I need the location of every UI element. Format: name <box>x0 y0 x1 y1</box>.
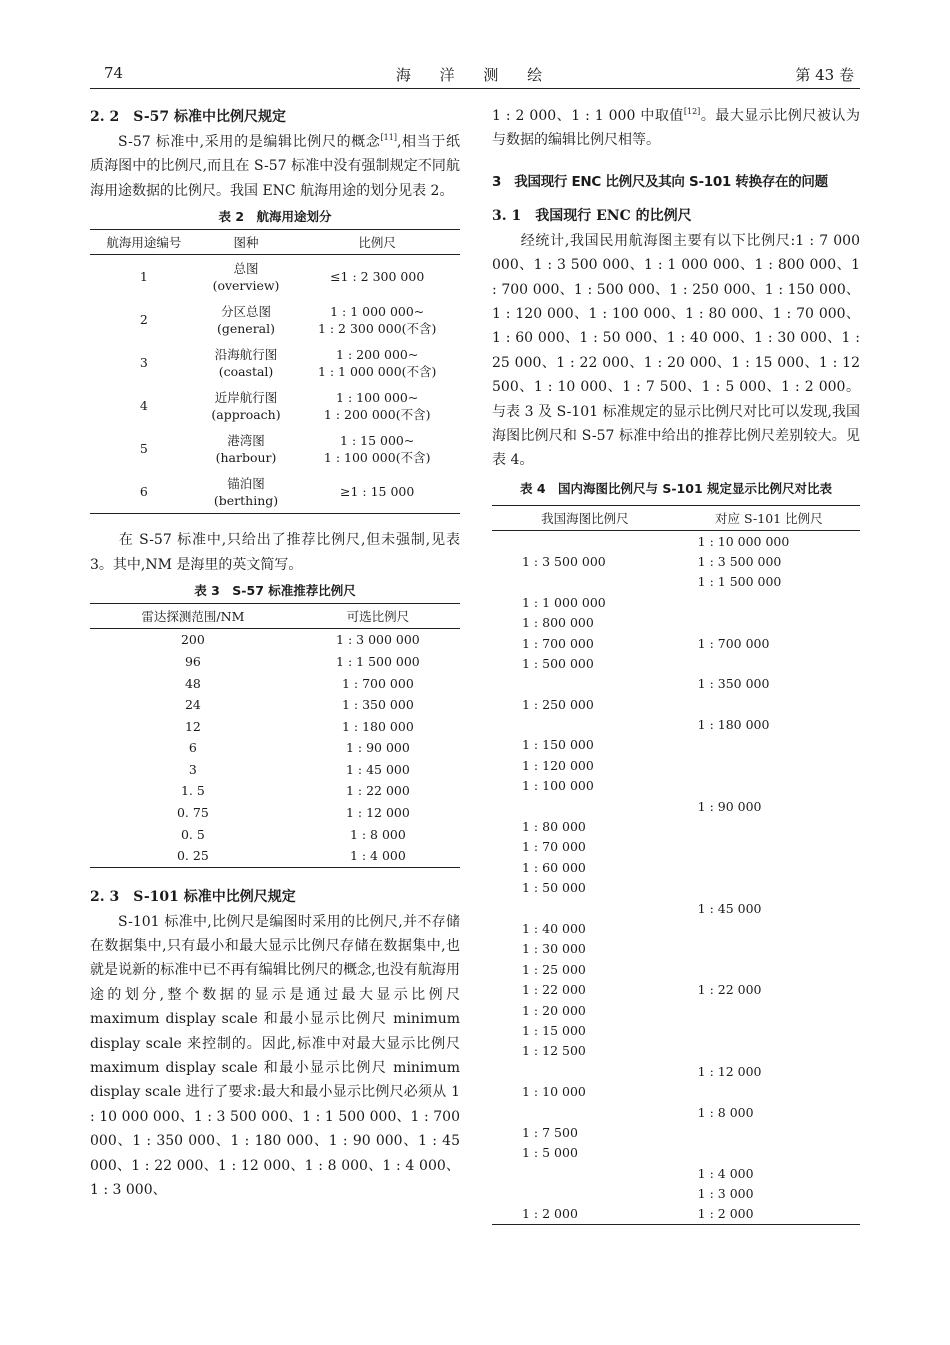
scale-cell <box>294 384 460 427</box>
chart-type-cell <box>198 427 295 470</box>
paragraph-text: ,相当于纸质海图中的比例尺,而且在 S-57 标准中没有强制规定不同航海用途数据的比例尺。我国 ENC 航海用途的划分见表 2。 <box>90 134 460 199</box>
table-2-caption: 表 2 航海用途划分 <box>218 209 332 225</box>
table-4-body <box>492 530 860 1224</box>
chart-type-english: (harbour) <box>215 449 277 465</box>
table-header-row <box>492 505 860 530</box>
chart-type-name: 锚泊图 <box>227 475 265 491</box>
china-chart-scale-cell: 1 : 40 000 <box>522 920 586 936</box>
optional-scale-cell: 1 : 4 000 <box>349 848 406 864</box>
paragraph-s57-intro <box>90 130 460 203</box>
s101-scale-cell: 1 : 12 000 <box>697 1063 762 1079</box>
optional-scale-cell: 1 : 1 500 000 <box>336 653 420 669</box>
table-row <box>492 939 860 959</box>
chart-type-english: (berthing) <box>213 492 279 508</box>
paragraph-china-enc-scales <box>492 229 860 473</box>
radar-range-cell: 200 <box>180 632 205 648</box>
table-row <box>492 572 860 592</box>
right-column <box>492 104 860 1225</box>
scale-range-start: ≥1 : 15 000 <box>340 484 415 500</box>
table-row <box>90 802 460 824</box>
table-row <box>90 470 460 514</box>
chart-type-name: 总图 <box>233 260 259 276</box>
s101-scale-cell: 1 : 10 000 000 <box>697 533 790 549</box>
table-3-body <box>90 629 460 868</box>
table-row <box>492 735 860 755</box>
china-chart-scale-cell <box>492 1183 678 1203</box>
china-chart-scale-cell <box>492 714 678 734</box>
table-row <box>492 918 860 938</box>
table-row <box>90 341 460 384</box>
s101-scale-cell: 1 : 350 000 <box>697 676 770 692</box>
radar-range-cell: 24 <box>184 697 201 713</box>
scale-cell <box>294 298 460 341</box>
table-3-caption: 表 3 S-57 标准推荐比例尺 <box>194 583 356 599</box>
s101-scale-cell <box>678 837 860 857</box>
table-row <box>492 816 860 836</box>
table-row <box>90 823 460 845</box>
table-row <box>492 592 860 612</box>
china-chart-scale-cell: 1 : 100 000 <box>522 778 594 794</box>
chart-type-english: (approach) <box>211 406 281 422</box>
china-chart-scale-cell: 1 : 12 500 <box>522 1043 586 1059</box>
table-row <box>90 737 460 759</box>
china-chart-scale-cell: 1 : 70 000 <box>522 839 586 855</box>
paragraph-s101-continued <box>492 104 860 153</box>
table-row <box>492 1102 860 1122</box>
purpose-id-cell: 3 <box>139 355 148 371</box>
table-row <box>492 633 860 653</box>
paragraph-text: 。最大显示比例尺被认为与数据的编辑比例尺相等。 <box>492 108 860 149</box>
s101-scale-cell: 1 : 3 500 000 <box>697 553 782 569</box>
purpose-id-cell: 2 <box>139 312 148 328</box>
china-chart-scale-cell <box>492 898 678 918</box>
section-3-heading: 3 我国现行 ENC 比例尺及其向 S-101 转换存在的问题 <box>492 173 828 190</box>
table-row <box>492 1061 860 1081</box>
column-header: 航海用途编号 <box>90 230 198 255</box>
paragraph-s57-recommended <box>90 528 460 577</box>
table-row <box>90 672 460 694</box>
s101-scale-cell: 1 : 1 500 000 <box>697 574 782 590</box>
china-chart-scale-cell: 1 : 15 000 <box>522 1022 586 1038</box>
table-row <box>492 776 860 796</box>
optional-scale-cell: 1 : 22 000 <box>345 783 410 799</box>
s101-scale-cell: 1 : 700 000 <box>697 635 770 651</box>
table-row <box>90 715 460 737</box>
scale-range-start: 1 : 1 000 000~ <box>330 303 425 319</box>
column-header: 可选比例尺 <box>296 604 460 629</box>
radar-range-cell: 0. 75 <box>176 805 209 821</box>
china-chart-scale-cell: 1 : 25 000 <box>522 961 586 977</box>
china-chart-scale-cell: 1 : 3 500 000 <box>522 553 606 569</box>
chart-type-english: (coastal) <box>218 363 274 379</box>
s101-scale-cell <box>678 857 860 877</box>
table-row <box>492 530 860 551</box>
table-row <box>90 298 460 341</box>
citation-ref: [11] <box>380 133 397 142</box>
column-header: 比例尺 <box>294 230 460 255</box>
s101-scale-cell <box>678 755 860 775</box>
optional-scale-cell: 1 : 180 000 <box>341 718 414 734</box>
optional-scale-cell: 1 : 350 000 <box>341 697 414 713</box>
optional-scale-cell: 1 : 45 000 <box>345 761 410 777</box>
table-row <box>492 653 860 673</box>
radar-range-cell: 96 <box>184 653 201 669</box>
s101-scale-cell: 1 : 3 000 <box>697 1186 754 1202</box>
scale-cell <box>294 341 460 384</box>
radar-range-cell: 0. 25 <box>176 848 209 864</box>
table-row <box>492 1204 860 1225</box>
chart-type-cell <box>198 341 295 384</box>
table-row <box>90 651 460 673</box>
table-row <box>492 979 860 999</box>
china-chart-scale-cell: 1 : 2 000 <box>522 1206 578 1222</box>
table-row <box>492 1143 860 1163</box>
purpose-id-cell: 1 <box>139 269 148 285</box>
china-chart-scale-cell <box>492 1163 678 1183</box>
scale-range-start: 1 : 15 000~ <box>340 432 415 448</box>
section-3-1-heading: 3. 1 我国现行 ENC 的比例尺 <box>492 207 692 224</box>
optional-scale-cell: 1 : 3 000 000 <box>336 632 420 648</box>
s101-scale-cell <box>678 959 860 979</box>
optional-scale-cell: 1 : 90 000 <box>345 740 410 756</box>
optional-scale-cell: 1 : 700 000 <box>341 675 414 691</box>
table-row <box>492 1081 860 1101</box>
s101-scale-cell <box>678 592 860 612</box>
china-chart-scale-cell: 1 : 500 000 <box>522 655 594 671</box>
china-chart-scale-cell: 1 : 22 000 <box>522 982 586 998</box>
table-row <box>492 837 860 857</box>
column-header: 对应 S-101 比例尺 <box>678 505 860 530</box>
optional-scale-cell: 1 : 12 000 <box>345 805 410 821</box>
china-chart-scale-cell: 1 : 150 000 <box>522 737 594 753</box>
chart-type-cell <box>198 298 295 341</box>
table-row <box>90 427 460 470</box>
china-chart-scale-cell <box>492 1102 678 1122</box>
column-header: 雷达探测范围/NM <box>90 604 296 629</box>
scale-cell <box>294 470 460 514</box>
china-chart-scale-cell: 1 : 10 000 <box>522 1084 586 1100</box>
table-row <box>492 674 860 694</box>
table-row <box>492 857 860 877</box>
table-row <box>492 1041 860 1061</box>
s101-scale-cell: 1 : 4 000 <box>697 1165 754 1181</box>
china-chart-scale-cell: 1 : 250 000 <box>522 696 594 712</box>
purpose-id-cell: 5 <box>139 441 148 457</box>
table-header-row <box>90 230 460 255</box>
citation-ref: [12] <box>683 107 701 116</box>
table-row <box>90 629 460 651</box>
s101-scale-cell <box>678 878 860 898</box>
s101-scale-cell <box>678 1000 860 1020</box>
column-header: 图种 <box>198 230 295 255</box>
chart-type-name: 沿海航行图 <box>214 346 278 362</box>
s101-scale-cell: 1 : 2 000 <box>697 1206 754 1222</box>
s101-scale-cell <box>678 612 860 632</box>
scale-range-end: 1 : 200 000(不含) <box>323 406 431 422</box>
page-number: 74 <box>104 64 124 82</box>
s101-scale-cell <box>678 694 860 714</box>
chart-type-english: (overview) <box>212 277 280 293</box>
table-row <box>492 694 860 714</box>
table-3-recommended-scales <box>90 603 460 868</box>
table-row <box>90 759 460 781</box>
table-row <box>492 1163 860 1183</box>
china-chart-scale-cell: 1 : 800 000 <box>522 615 594 631</box>
china-chart-scale-cell: 1 : 30 000 <box>522 941 586 957</box>
radar-range-cell: 12 <box>184 718 201 734</box>
china-chart-scale-cell <box>492 796 678 816</box>
china-chart-scale-cell: 1 : 120 000 <box>522 757 594 773</box>
volume-label: 第 43 卷 <box>795 66 854 84</box>
table-row <box>90 845 460 867</box>
china-chart-scale-cell: 1 : 5 000 <box>522 1145 578 1161</box>
china-chart-scale-cell: 1 : 20 000 <box>522 1002 586 1018</box>
chart-type-cell <box>198 384 295 427</box>
scale-range-start: ≤1 : 2 300 000 <box>330 269 425 285</box>
table-row <box>492 755 860 775</box>
table-4-scale-comparison <box>492 505 860 1225</box>
table-row <box>492 714 860 734</box>
chart-type-english: (general) <box>216 320 276 336</box>
table-row <box>492 1183 860 1203</box>
s101-scale-cell <box>678 918 860 938</box>
s101-scale-cell <box>678 1041 860 1061</box>
table-header-row <box>90 604 460 629</box>
paragraph-text: S-57 标准中,采用的是编辑比例尺的概念 <box>118 134 381 150</box>
paragraph-s101-scales <box>90 910 460 1203</box>
s101-scale-cell <box>678 735 860 755</box>
s101-scale-cell: 1 : 8 000 <box>697 1104 754 1120</box>
table-row <box>492 1122 860 1142</box>
s101-scale-cell <box>678 776 860 796</box>
scale-range-start: 1 : 100 000~ <box>336 389 419 405</box>
s101-scale-cell <box>678 1122 860 1142</box>
purpose-id-cell: 4 <box>139 398 148 414</box>
paragraph-text: 1 : 2 000、1 : 1 000 中取值 <box>492 108 684 124</box>
s101-scale-cell <box>678 1081 860 1101</box>
s101-scale-cell: 1 : 45 000 <box>697 900 762 916</box>
table-row <box>492 878 860 898</box>
table-row <box>492 898 860 918</box>
s101-scale-cell: 1 : 90 000 <box>697 798 762 814</box>
table-row <box>492 959 860 979</box>
paragraph-text: S-101 标准中,比例尺是编图时采用的比例尺,并不存储在数据集中,只有最小和最大显示比例尺存储在数据集中,也就是说新的标准中已不再有编辑比例尺的概念,也没有航海用途的划分,整个数据的显示是通过最大显示比例尺 maximum display scale 和最小显示比例尺 minimum display scale 来控制的。因此,标准中对最大显示比例尺 maximum display scale 和最小显示比例尺 minimum display scale 进行了要求:最大和最小显示比例尺必须从 1 : 10 000 000、1 : 3 500 000、1 : 1 500 000、1 : 700 000、1 : 350 000、1 : 180 000、1 : 90 000、1 : 45 000、1 : 22 000、1 : 12 000、1 : 8 000、1 : 4 000、1 : 3 000、 <box>90 913 460 1199</box>
china-chart-scale-cell: 1 : 7 500 <box>522 1124 578 1140</box>
paragraph-text: 经统计,我国民用航海图主要有以下比例尺:1 : 7 000 000、1 : 3 500 000、1 : 1 000 000、1 : 800 000、1 : 700 000、1 : 500 000、1 : 250 000、1 : 150 000、1 : 120 000、1 : 100 000、1 : 80 000、1 : 70 000、1 : 60 000、1 : 50 000、1 : 40 000、1 : 30 000、1 : 25 000、1 : 22 000、1 : 20 000、1 : 15 000、1 : 12 500、1 : 10 000、1 : 7 500、1 : 5 000、1 : 2 000。与表 3 及 S-101 标准规定的显示比例尺对比可以发现,我国海图比例尺和 S-57 标准中给出的推荐比例尺差别较大。见表 4。 <box>492 232 860 469</box>
radar-range-cell: 3 <box>188 761 197 777</box>
china-chart-scale-cell: 1 : 1 000 000 <box>522 594 606 610</box>
chart-type-name: 港湾图 <box>227 432 265 448</box>
table-row <box>492 796 860 816</box>
table-2-body <box>90 255 460 514</box>
optional-scale-cell: 1 : 8 000 <box>349 826 406 842</box>
table-row <box>90 255 460 299</box>
s101-scale-cell <box>678 939 860 959</box>
radar-range-cell: 6 <box>188 740 197 756</box>
table-row <box>90 384 460 427</box>
table-row <box>90 694 460 716</box>
left-column <box>90 104 460 1202</box>
china-chart-scale-cell: 1 : 50 000 <box>522 880 586 896</box>
scale-cell <box>294 427 460 470</box>
table-row <box>90 780 460 802</box>
radar-range-cell: 1. 5 <box>180 783 205 799</box>
purpose-id-cell: 6 <box>139 484 148 500</box>
china-chart-scale-cell: 1 : 80 000 <box>522 819 586 835</box>
table-2-navigational-purpose <box>90 229 460 514</box>
china-chart-scale-cell: 1 : 700 000 <box>522 635 594 651</box>
scale-range-start: 1 : 200 000~ <box>336 346 419 362</box>
china-chart-scale-cell <box>492 1061 678 1081</box>
china-chart-scale-cell <box>492 572 678 592</box>
scale-range-end: 1 : 2 300 000(不含) <box>317 320 437 336</box>
chart-type-name: 近岸航行图 <box>214 389 278 405</box>
s101-scale-cell <box>678 1020 860 1040</box>
table-row <box>492 551 860 571</box>
table-row <box>492 612 860 632</box>
china-chart-scale-cell <box>492 674 678 694</box>
table-row <box>492 1020 860 1040</box>
chart-type-name: 分区总图 <box>221 303 272 319</box>
chart-type-cell <box>198 255 295 299</box>
s101-scale-cell <box>678 653 860 673</box>
table-row <box>492 1000 860 1020</box>
paragraph-text: 在 S-57 标准中,只给出了推荐比例尺,但未强制,见表 3。其中,NM 是海里的英文简写。 <box>90 532 460 573</box>
china-chart-scale-cell: 1 : 60 000 <box>522 859 586 875</box>
table-4-caption: 表 4 国内海图比例尺与 S-101 规定显示比例尺对比表 <box>519 480 833 496</box>
journal-title: 海 洋 测 绘 <box>395 66 555 84</box>
scale-range-end: 1 : 100 000(不含) <box>323 449 431 465</box>
section-2-2-heading: 2. 2 S-57 标准中比例尺规定 <box>90 109 287 125</box>
s101-scale-cell <box>678 1143 860 1163</box>
chart-type-cell <box>198 470 295 514</box>
header-rule <box>90 88 860 89</box>
china-chart-scale-cell <box>492 530 678 551</box>
s101-scale-cell: 1 : 180 000 <box>697 717 770 733</box>
scale-cell <box>294 255 460 299</box>
radar-range-cell: 0. 5 <box>180 826 205 842</box>
s101-scale-cell: 1 : 22 000 <box>697 982 762 998</box>
s101-scale-cell <box>678 816 860 836</box>
section-2-3-heading: 2. 3 S-101 标准中比例尺规定 <box>90 888 296 905</box>
scale-range-end: 1 : 1 000 000(不含) <box>317 363 437 379</box>
radar-range-cell: 48 <box>184 675 201 691</box>
column-header: 我国海图比例尺 <box>492 505 678 530</box>
